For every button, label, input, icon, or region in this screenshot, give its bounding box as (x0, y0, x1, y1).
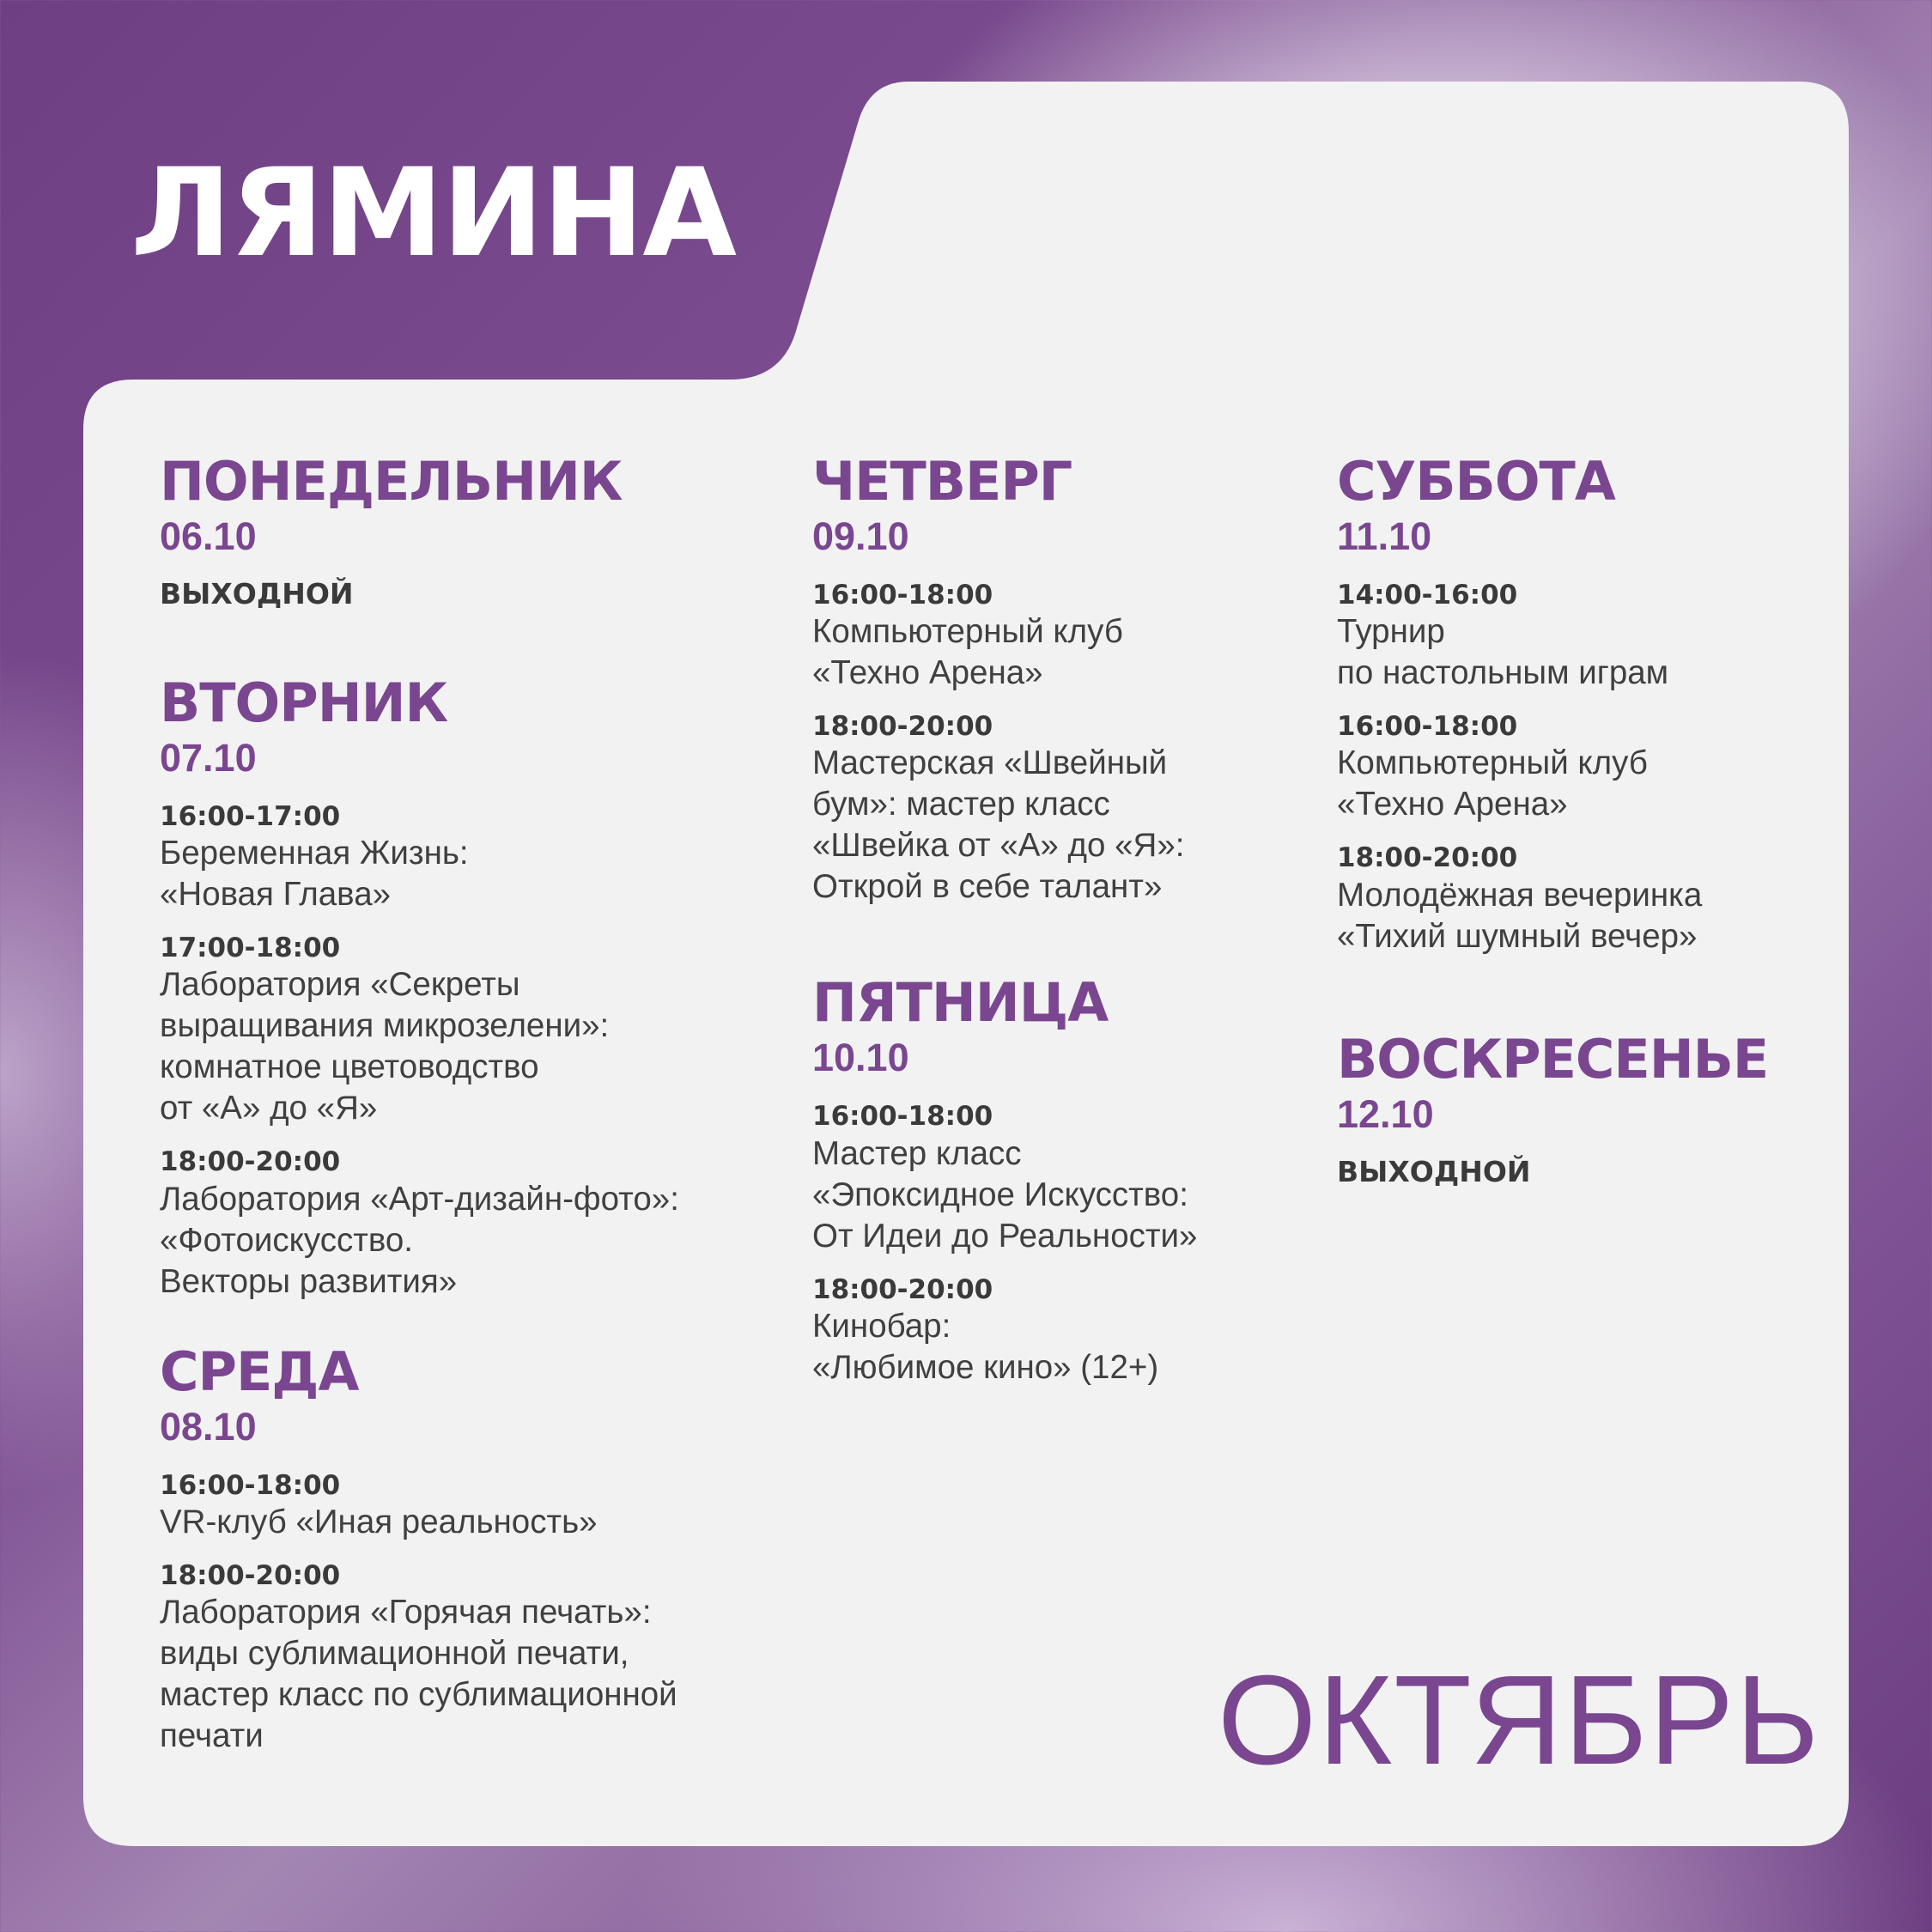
event-list (160, 801, 778, 1303)
event-time: 18:00-20:00 (1337, 842, 1518, 874)
day-block (1337, 1027, 1932, 1188)
event-title: Турнир по настольным играм (1337, 613, 1669, 692)
event-title: Лаборатория «Секреты выращивания микрозелени»: комнатное цветоводство от «А» до «Я» (160, 966, 610, 1127)
day-block (160, 450, 778, 611)
event-title: Лаборатория «Арт-дизайн-фото»: «Фотоискусство. Векторы развития» (160, 1180, 679, 1300)
day-name: СРЕДА (160, 1340, 359, 1403)
event-item (812, 1274, 1431, 1388)
event-time: 18:00-20:00 (812, 711, 993, 743)
day-date: 07.10 (160, 736, 257, 780)
event-list (1337, 580, 1932, 957)
schedule-column (1337, 450, 1932, 1188)
event-list (160, 1470, 778, 1757)
event-title: VR-клуб «Иная реальность» (160, 1503, 598, 1540)
event-item (160, 1560, 778, 1757)
day-date: 09.10 (812, 514, 909, 558)
event-title: Лаборатория «Горячая печать»: виды сублимационной печати, мастер класс по сублимационной печати (160, 1593, 677, 1754)
event-time: 16:00-18:00 (812, 580, 993, 611)
day-name: ПЯТНИЦА (812, 971, 1109, 1035)
day-name: ВОСКРЕСЕНЬЕ (1337, 1027, 1769, 1091)
event-time: 16:00-17:00 (160, 801, 341, 832)
event-time: 18:00-20:00 (160, 1559, 341, 1591)
event-item (1337, 580, 1932, 694)
event-title: Компьютерный клуб «Техно Арена» (812, 613, 1123, 692)
event-time: 17:00-18:00 (160, 933, 341, 964)
event-time: 18:00-20:00 (160, 1146, 341, 1178)
day-name: ПОНЕДЕЛЬНИК (160, 450, 623, 513)
day-off-label: ВЫХОДНОЙ (1337, 1154, 1531, 1188)
event-time: 16:00-18:00 (812, 1101, 993, 1133)
day-name: ЧЕТВЕРГ (812, 450, 1072, 513)
schedule-column (160, 450, 778, 1774)
day-date: 06.10 (160, 514, 257, 558)
event-time: 16:00-18:00 (1337, 711, 1518, 743)
month-title: ОКТЯБРЬ (1218, 1649, 1821, 1791)
day-name: СУББОТА (1337, 450, 1615, 513)
day-off-label: ВЫХОДНОЙ (160, 577, 354, 611)
event-title: Беременная Жизнь: «Новая Глава» (160, 835, 469, 914)
event-item (160, 1470, 778, 1543)
event-time: 16:00-18:00 (160, 1469, 341, 1501)
brand-title: ЛЯМИНА (131, 143, 736, 284)
day-date: 12.10 (1337, 1091, 1434, 1136)
event-title: Кинобар: «Любимое кино» (12+) (812, 1307, 1159, 1386)
day-block (160, 671, 778, 1303)
event-item (1337, 842, 1932, 957)
day-date: 08.10 (160, 1404, 257, 1449)
event-title: Молодёжная вечеринка «Тихий шумный вечер» (1337, 876, 1703, 955)
day-block (160, 1340, 778, 1757)
day-date: 11.10 (1337, 514, 1432, 558)
event-item (160, 1146, 778, 1302)
event-item (160, 801, 778, 915)
event-item (1337, 711, 1932, 825)
day-block (1337, 450, 1932, 957)
day-name: ВТОРНИК (160, 671, 448, 734)
event-item (160, 933, 778, 1129)
event-title: Мастер класс «Эпоксидное Искусство: От Идеи до Реальности» (812, 1134, 1198, 1255)
event-title: Компьютерный клуб «Техно Арена» (1337, 744, 1648, 823)
event-time: 18:00-20:00 (812, 1273, 993, 1305)
day-date: 10.10 (812, 1036, 909, 1080)
event-title: Мастерская «Швейный бум»: мастер класс «Швейка от «А» до «Я»: Открой в себе талант» (812, 744, 1185, 906)
event-time: 14:00-16:00 (1337, 580, 1518, 611)
